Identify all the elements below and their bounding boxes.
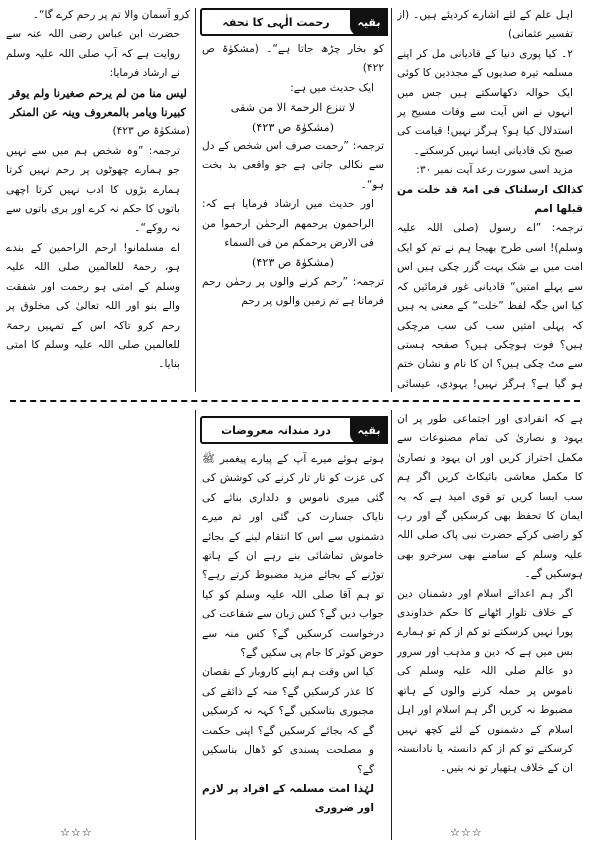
paragraph: کیا اس وقت ہم اپنے کاروبار کے نقصان کا عذر کرسکیں گے؟ منہ کے ذائقے کی مجبوری بتاسکیں گے؟ کہہ نہ کرسکیں گے کہ بجائے کرسکیں گے؟ اپنی حکمت و مصلحت پسندی کو ڈھال بناسکیں گے؟ (202, 666, 374, 776)
arabic-verse: کذالک ارسلناک فی امۃ قد خلت من قبلھا امم (397, 183, 583, 216)
top-left-column (6, 6, 190, 394)
paragraph: حضرت ابن عباس رضی اللہ عنہ سے روایت ہے کہ آپ صلی اللہ علیہ وسلم نے ارشاد فرمایا: (6, 28, 180, 80)
header-title: درد مندانہ معروضات (221, 423, 331, 437)
top-middle-column (202, 40, 384, 392)
top-right-column (397, 6, 583, 394)
section-header (200, 8, 388, 36)
header-title: رحمت الٰہی کا تحفہ (222, 15, 330, 29)
bottom-left-column (6, 410, 190, 830)
column-divider (391, 8, 392, 392)
paragraph: ترجمہ: ”اے رسول (صلی اللہ علیہ وسلم)! اسی طرح بھیجا ہم نے تم کو ایک امت میں بے شک بہت گزر چکی ہیں اس سے پہلے امتیں“ قادیانی غور فرمائیں کہ کیا اس جگہ لفظ ”خلت“ کے معنی یہ ہیں کہ پہلی امتیں سب کی سب مرچکی ہیں؟ فوت ہوچکی ہیں؟ صفحہ ہستی سے مٹ چکی ہیں؟ ان کا نام و نشان ختم ہو گیا ہے؟ ہرگز نہیں! یہودی، عیسائی (397, 222, 583, 390)
paragraph: کو بخار چڑھ جاتا ہے“۔ (مشکوٰۃ ص ۴۲۲) (202, 43, 384, 75)
citation: (مشکوٰۃ ص ۴۲۳) (252, 120, 334, 134)
column-divider (391, 410, 392, 840)
end-marker-stars: ☆☆☆ (450, 826, 483, 839)
header-tag: بقیہ (350, 8, 388, 36)
column-divider (195, 410, 196, 840)
paragraph: ہے کہ انفرادی اور اجتماعی طور پر ان یہود و نصاریٰ کی تمام مصنوعات سے مکمل احتراز کریں اور ان یہود و نصاریٰ کا مکمل معاشی بائیکاٹ کریں اگر ہم سب ایسا کریں تو قوی امید ہے کہ یہ ایمان کا تحفظ بھی کرسکیں گے اور رب کو راضی کرکے حضرت نبی پاک صلی اللہ علیہ وسلم کے سامنے بھی سرخرو بھی ہوسکیں گے۔ (397, 413, 583, 581)
paragraph: ایک حدیث میں ہے: (290, 81, 374, 94)
header-tag: بقیہ (350, 416, 388, 444)
end-marker-stars: ☆☆☆ (60, 826, 93, 839)
column-divider (195, 8, 196, 392)
paragraph: ترجمہ: ”وہ شخص ہم میں سے نہیں جو ہمارے چھوٹوں پر رحم نہیں کرتا ہمارے بڑوں کا ادب نہیں کرتا اچھی باتوں کا حکم نہ کرے اور بری باتوں سے نہ روکے“۔ (6, 144, 180, 235)
paragraph: ۲۔ کیا پوری دنیا کے قادیانی مل کر اپنے مسلمہ تیرہ صدیوں کے مجددین کا کوئی ایک حوالہ دکھاسکتے ہیں جس میں انہوں نے اس آیت سے وفات مسیح پر استدلال کیا ہو؟ ہرگز نہیں! قیامت کی صبح تک قادیانی ایسا نہیں کرسکتے۔ (397, 47, 573, 157)
paragraph: ترجمہ: ”رحمت صرف اس شخص کے دل سے نکالی جاتی ہے جو واقعی بد بخت ہو“۔ (202, 140, 384, 191)
arabic-hadith: لیس منا من لم یرحم صغیرنا ولم یوقر کبیرنا ویامر بالمعروف وینہ عن المنکر (9, 85, 187, 120)
paragraph: اے مسلمانو! ارحم الراحمین کے بندے ہو، رحمۃ للعالمین صلی اللہ علیہ وسلم کے امتی ہو رحمت اور شفقت والے بنو اور اللہ تعالیٰ کی مخلوق پر رحم کرو تاکہ اس کے تمہیں رحمۃ للعالمین صلی اللہ علیہ وسلم کا امتی بنایا۔ (6, 241, 180, 371)
paragraph: ہوتے ہوئے میرے آپ کے پیارے پیغمبر ﷺ کی عزت کو تار تار کرنے کی کوشش کی گئی میری ناموس و دلداری بنائے کی نایاک جسارت کی گئی اور تم میرے دشمنوں سے اس کا انتقام لینے کے بجائے خاموش تماشائی بنے رہے ان کے ہاتھ توڑنے کے بجائے مزید مضبوط کرتے رہے؟ تو ہم آقا صلی اللہ علیہ وسلم کو کیا جواب دیں گے؟ کس زبان سے شفاعت کی درخواست کرسکیں گے؟ کس منہ سے حوض کوثر کا جام پی سکیں گے؟ (202, 453, 384, 660)
paragraph: اور حدیث میں ارشاد فرمایا ہے کہ: الراحمون یرحمھم الرحمٰن ارحموا من فی الارض یرحمکم من فی السماء (202, 198, 374, 250)
section-separator (10, 400, 580, 402)
bottom-middle-column (202, 450, 384, 842)
section-header (200, 416, 388, 444)
citation: (مشکوٰۃ ص ۴۲۳) (112, 125, 190, 138)
paragraph: ترجمہ: ”رحم کرنے والوں پر رحمٰن رحم فرماتا ہے تم زمین والوں پر رحم (202, 275, 384, 308)
paragraph: مزید اسی سورت رعد آیت نمبر ۳۰: (416, 164, 573, 177)
bottom-right-column (397, 410, 583, 814)
paragraph: اہل علم کے لئے اشارے کردیئے ہیں۔ (از تفسیر عثمانی) (397, 9, 573, 41)
paragraph: کرو آسمان والا تم پر رحم کرے گا“۔ (32, 9, 190, 21)
arabic-hadith: لا تنزع الرحمۃ الا من شقی (230, 101, 356, 115)
paragraph: لہٰذا امت مسلمہ کے افراد پر لازم اور ضروری (202, 782, 374, 815)
paragraph: اگر ہم اعدائے اسلام اور دشمنان دین کے خلاف تلوار اٹھانے کا حکم خداوندی پورا نہیں کرسکتے تو کم از کم تو ہمارے بس میں ہے کہ دین و مذہب اور سرور دو عالم صلی اللہ علیہ وسلم کی ناموس پر حملہ کرنے والوں کے ہاتھ مضبوط نہ کریں اگر ہم اسلام اور اہل اسلام کے دشمنوں کے لئے کچھ نہیں کرسکتے تو کم از کم دانستہ یا نادانستہ ان کے خلاف ہتھیار تو نہ بنیں۔ (397, 587, 573, 775)
citation: (مشکوٰۃ ص ۴۲۳) (252, 256, 334, 270)
